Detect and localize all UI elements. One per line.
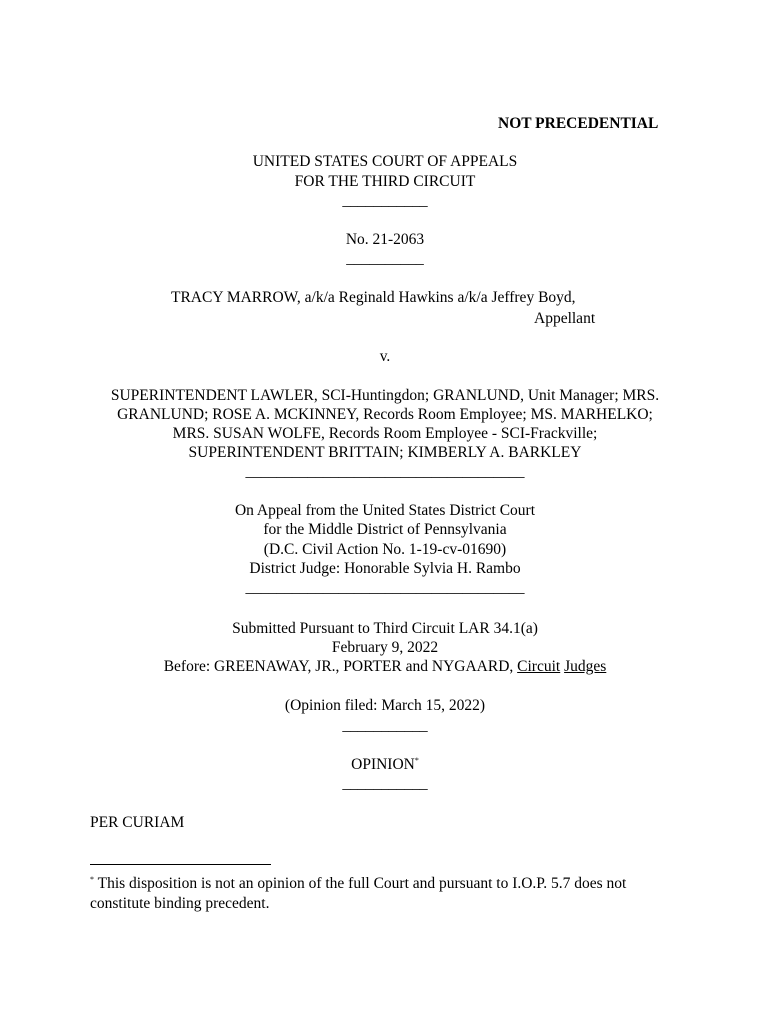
court-name-line1: UNITED STATES COURT OF APPEALS	[252, 153, 518, 170]
appeal-line: On Appeal from the United States District Court	[234, 502, 536, 519]
submission-line: Submitted Pursuant to Third Circuit LAR 34.1(a)	[232, 620, 538, 637]
versus: v.	[379, 348, 391, 365]
opinion-filed: (Opinion filed: March 15, 2022)	[284, 697, 486, 714]
appellant-name: TRACY MARROW, a/k/a Reginald Hawkins a/k/a Jeffrey Boyd,	[171, 289, 576, 306]
appellee-line: SUPERINTENDENT LAWLER, SCI-Huntingdon; GRANLUND, Unit Manager; MRS.	[110, 387, 660, 404]
panel-judges: Before: GREENAWAY, JR., PORTER and NYGAARD,	[163, 658, 518, 675]
appeal-line: for the Middle District of Pennsylvania	[263, 521, 507, 538]
circuit-word: Circuit	[517, 658, 561, 675]
separator-6: ___________	[342, 775, 428, 792]
footnote-text: This disposition is not an opinion of the full Court and pursuant to I.O.P. 5.7 does not	[94, 875, 627, 892]
footnote-marker: *	[414, 755, 419, 765]
submission-date: February 9, 2022	[331, 639, 439, 656]
appellant-role: Appellant	[534, 310, 596, 327]
separator-1: ___________	[342, 192, 428, 209]
opinion-title	[0, 755, 770, 774]
opinion-heading: OPINION	[351, 756, 415, 773]
footnote-rule	[90, 864, 271, 865]
panel-line	[0, 657, 770, 676]
separator-5: ___________	[342, 717, 428, 734]
appeal-line: (D.C. Civil Action No. 1-19-cv-01690)	[263, 541, 507, 558]
footnote-line1	[90, 874, 626, 893]
appellee-line: SUPERINTENDENT BRITTAIN; KIMBERLY A. BARKLEY	[188, 444, 582, 461]
per-curiam: PER CURIAM	[90, 814, 185, 831]
not-precedential-label: NOT PRECEDENTIAL	[498, 115, 659, 132]
appeal-line: District Judge: Honorable Sylvia H. Rambo	[249, 560, 521, 577]
appellee-line: MRS. SUSAN WOLFE, Records Room Employee - SCI-Frackville;	[172, 425, 598, 442]
appellee-line: GRANLUND; ROSE A. MCKINNEY, Records Room Employee; MS. MARHELKO;	[117, 406, 653, 423]
footnote-line2: constitute binding precedent.	[90, 895, 270, 912]
case-number: No. 21-2063	[345, 231, 425, 248]
separator-2: __________	[346, 250, 424, 267]
separator-3: ____________________________________	[245, 463, 525, 480]
court-name-line2: FOR THE THIRD CIRCUIT	[294, 173, 476, 190]
judges-word: Judges	[564, 658, 607, 675]
separator-4: ____________________________________	[245, 579, 525, 596]
footnote-mark: *	[90, 874, 94, 884]
